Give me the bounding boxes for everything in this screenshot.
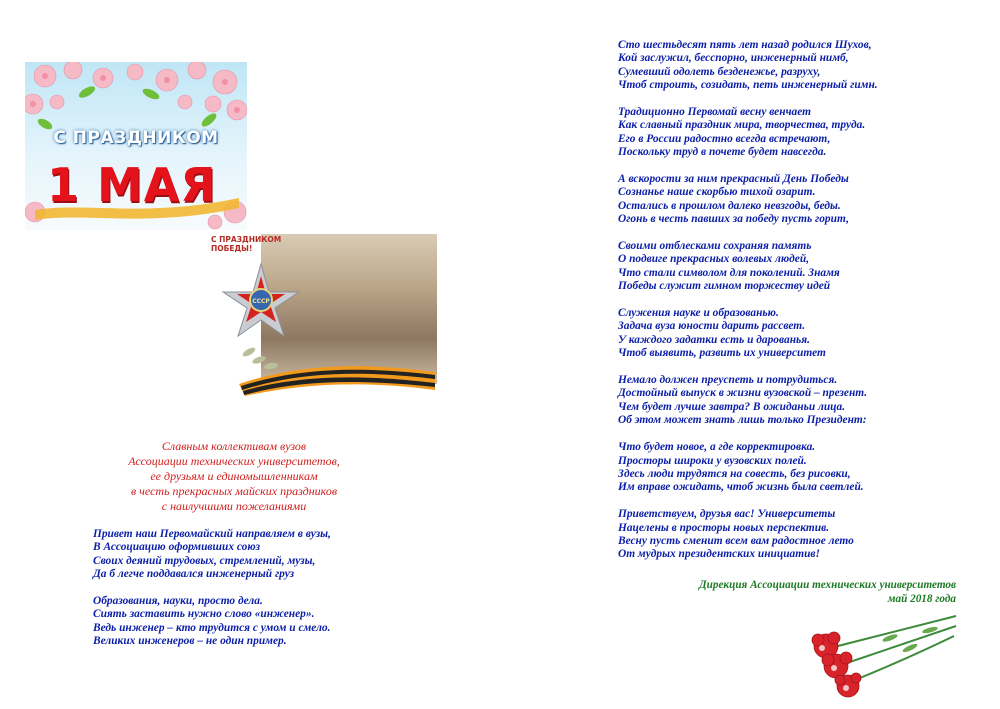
poem-line: Поскольку труд в почете будет навсегда. bbox=[618, 146, 827, 159]
may-greeting-text: С ПРАЗДНИКОМ bbox=[53, 128, 219, 148]
order-badge-text: СССР bbox=[252, 298, 270, 305]
poem-line: Чем будет лучше завтра? В ожиданьи лица. bbox=[618, 400, 846, 413]
poem-line: А вскорости за ним прекрасный День Победы bbox=[618, 173, 849, 186]
dedication-line: Славным коллективам вузов bbox=[161, 439, 307, 453]
poem-line: Просторы широки у вузовских полей. bbox=[618, 454, 807, 467]
poem-line: Сознанье наше скорбью тихой озарит. bbox=[618, 186, 816, 199]
poem-line: Сумевший одолеть безденежье, разруху, bbox=[618, 65, 821, 78]
poem-line: Нацелены в просторы новых перспектив. bbox=[618, 521, 830, 534]
poem-line: Приветствуем, друзья вас! Университеты bbox=[618, 508, 836, 521]
poem-line: Служения науке и образованью. bbox=[618, 307, 779, 320]
poem-line: Его в России радостно всегда встречают, bbox=[618, 132, 831, 145]
poem-line: Остались в прошлом далеко невзгоды, беды. bbox=[618, 199, 841, 212]
stanza bbox=[618, 240, 958, 294]
poem-left bbox=[93, 528, 393, 662]
poem-line: Чтоб выявить, развить их университет bbox=[618, 347, 826, 360]
poem-line: У каждого задатки есть и дарованья. bbox=[618, 333, 810, 346]
poem-line: От мудрых президентских инициатив! bbox=[618, 548, 820, 561]
poem-line: Им вправе ожидать, чтоб жизнь была светлей. bbox=[618, 481, 864, 494]
stanza bbox=[618, 39, 958, 93]
signature-org: Дирекция Ассоциации технических университетов bbox=[699, 579, 956, 591]
laurel-branch-icon bbox=[241, 346, 278, 370]
victory-greeting-line: С ПРАЗДНИКОМ bbox=[211, 235, 282, 244]
carnation-bouquet-icon bbox=[790, 608, 960, 706]
poem-line: Об этом может знать лишь только Президент: bbox=[618, 414, 867, 427]
poem-line: Что стали символом для поколений. Знамя bbox=[618, 266, 840, 279]
poem-right bbox=[618, 39, 958, 575]
soviet-order-star-icon bbox=[223, 264, 299, 336]
poem-line: Образования, науки, просто дела. bbox=[93, 595, 263, 608]
signature-date: май 2018 года bbox=[887, 593, 956, 605]
dedication-line: в честь прекрасных майских праздников bbox=[130, 484, 338, 498]
stanza bbox=[618, 508, 958, 562]
may-date-text: 1 МАЯ bbox=[47, 158, 217, 212]
poem-line: Чтоб строить, созидать, петь инженерный гимн. bbox=[618, 79, 878, 92]
stanza bbox=[618, 307, 958, 361]
stanza bbox=[93, 528, 393, 582]
poem-line: Сто шестьдесят пять лет назад родился Шухов, bbox=[618, 39, 872, 51]
stanza bbox=[618, 173, 958, 227]
poem-line: Привет наш Первомайский направляем в вузы, bbox=[93, 528, 331, 540]
poem-line: Сиять заставить нужно слово «инженер». bbox=[93, 608, 315, 621]
poem-line: В Ассоциацию оформивших союз bbox=[93, 541, 261, 554]
st-george-ribbon-icon bbox=[239, 366, 435, 396]
poem-line: Как славный праздник мира, творчества, труда. bbox=[618, 119, 866, 132]
poem-line: Огонь в честь павших за победу пусть горит, bbox=[618, 213, 849, 226]
dedication-block bbox=[84, 439, 384, 514]
poem-line: Немало должен преуспеть и потрудиться. bbox=[618, 374, 838, 387]
poem-line: Победы служит гимном торжеству идей bbox=[618, 280, 831, 293]
victory-greeting-line: ПОБЕДЫ! bbox=[211, 243, 253, 253]
poem-line: Задача вуза юности дарить рассвет. bbox=[618, 320, 806, 333]
poem-line: Своими отблесками сохраняя память bbox=[618, 240, 812, 253]
dedication-line: ее друзьям и единомышленникам bbox=[150, 469, 318, 483]
poem-line: Традиционно Первомай весну венчает bbox=[618, 106, 812, 119]
poem-line: О подвиге прекрасных волевых людей, bbox=[618, 253, 810, 266]
poem-line: Своих деяний трудовых, стремлений, музы, bbox=[93, 554, 316, 567]
poem-line: Кой заслужил, бесспорно, инженерный нимб, bbox=[618, 52, 849, 65]
dedication-line: с наилучшими пожеланиями bbox=[161, 499, 307, 513]
stanza bbox=[618, 374, 958, 428]
stanza bbox=[618, 441, 958, 495]
signature-block bbox=[699, 578, 956, 606]
poem-line: Ведь инженер – кто трудится с умом и смело. bbox=[93, 621, 331, 634]
victory-day-card bbox=[209, 234, 437, 396]
poem-line: Великих инженеров – не один пример. bbox=[93, 635, 287, 648]
poem-line: Что будет новое, а где корректировка. bbox=[618, 441, 816, 454]
stanza bbox=[93, 595, 393, 649]
poem-line: Да б легче поддавался инженерный груз bbox=[93, 568, 295, 581]
victory-greeting bbox=[211, 236, 301, 253]
dedication-line: Ассоциации технических университетов, bbox=[128, 454, 340, 468]
poem-line: Весну пусть сменит всем вам радостное лето bbox=[618, 534, 854, 547]
stanza bbox=[618, 106, 958, 160]
poem-line: Здесь люди трудятся на совесть, без рисовки, bbox=[618, 467, 851, 480]
poem-line: Достойный выпуск в жизни вузовской – презент. bbox=[618, 387, 868, 400]
may-day-card bbox=[25, 62, 247, 230]
